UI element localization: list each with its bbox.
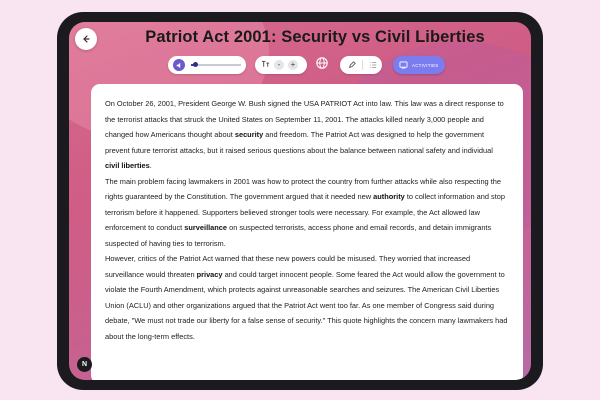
audio-player [168, 56, 246, 74]
reading-card[interactable] [91, 84, 523, 380]
back-arrow-icon [81, 34, 91, 44]
vocab-word-privacy[interactable]: privacy [196, 269, 223, 279]
text-size-control [255, 56, 307, 74]
divider [362, 60, 363, 70]
article-body [91, 84, 523, 344]
paragraph-1: On October 26, 2001, President George W. Bush signed the USA PATRIOT Act into law. This law was a direct response to the terrorist attacks that struck the United States on September 11, 2001. The attacks killed nearly 3,000 people and changed how Americans thought about security and freedom. The Patriot Act was designed to help the government prevent future terrorist attacks, but it raised serious questions about the balance between national safety and individual civil liberties. [105, 99, 504, 170]
annotation-tools [340, 56, 382, 74]
back-button[interactable] [75, 28, 97, 50]
paragraph-3: However, critics of the Patriot Act warned that these new powers could be misused. They worried that increased surveillance would threaten privacy and could target innocent people. Some feared the Act would allow the government to violate the Fourth Amendment, which protects against unreasonable searches and seizures. The American Civil Liberties Union (ACLU) and other organizations argued that the Patriot Act went too far. As one member of Congress said during debate, "We must not trade our liberty for a false sense of security." This quote highlights the concern many lawmakers had about the long-term effects. [105, 254, 508, 341]
pen-icon[interactable] [348, 56, 356, 74]
vocab-word-authority[interactable]: authority [373, 192, 405, 201]
vocab-word-security[interactable]: security [234, 130, 264, 139]
page-title: Patriot Act 2001: Security vs Civil Liberties [145, 28, 485, 46]
globe-icon[interactable] [315, 56, 329, 70]
play-audio-button[interactable] [173, 59, 185, 71]
audio-progress-handle[interactable] [193, 62, 198, 67]
n-badge[interactable]: N [77, 357, 92, 372]
list-icon[interactable] [369, 56, 377, 74]
app-screen [69, 22, 531, 380]
decrease-text-button[interactable]: - [274, 60, 284, 70]
text-size-icon [261, 60, 270, 70]
increase-text-button[interactable]: + [288, 60, 298, 70]
toolbar [69, 56, 531, 78]
activities-button[interactable] [393, 56, 445, 74]
paragraph-2: The main problem facing lawmakers in 2001 was how to protect the country from further attacks while also respecting the rights guaranteed by the Constitution. The government argued that it needed new authority to collect information and stop terrorism before it happened. Supporters believed stronger tools were necessary. For example, the Act allowed law enforcement to conduct surveillance on suspected terrorists, access phone and email records, and detain immigrants suspected of having ties to terrorism. [105, 176, 506, 248]
activities-icon [399, 56, 408, 74]
audio-progress-track[interactable] [191, 64, 241, 66]
vocab-word-civil-liberties[interactable]: civil liberties [105, 161, 150, 170]
speaker-icon [176, 62, 183, 69]
vocab-word-surveillance[interactable]: surveillance [184, 223, 228, 232]
activities-label: ACTIVITIES [412, 62, 439, 68]
